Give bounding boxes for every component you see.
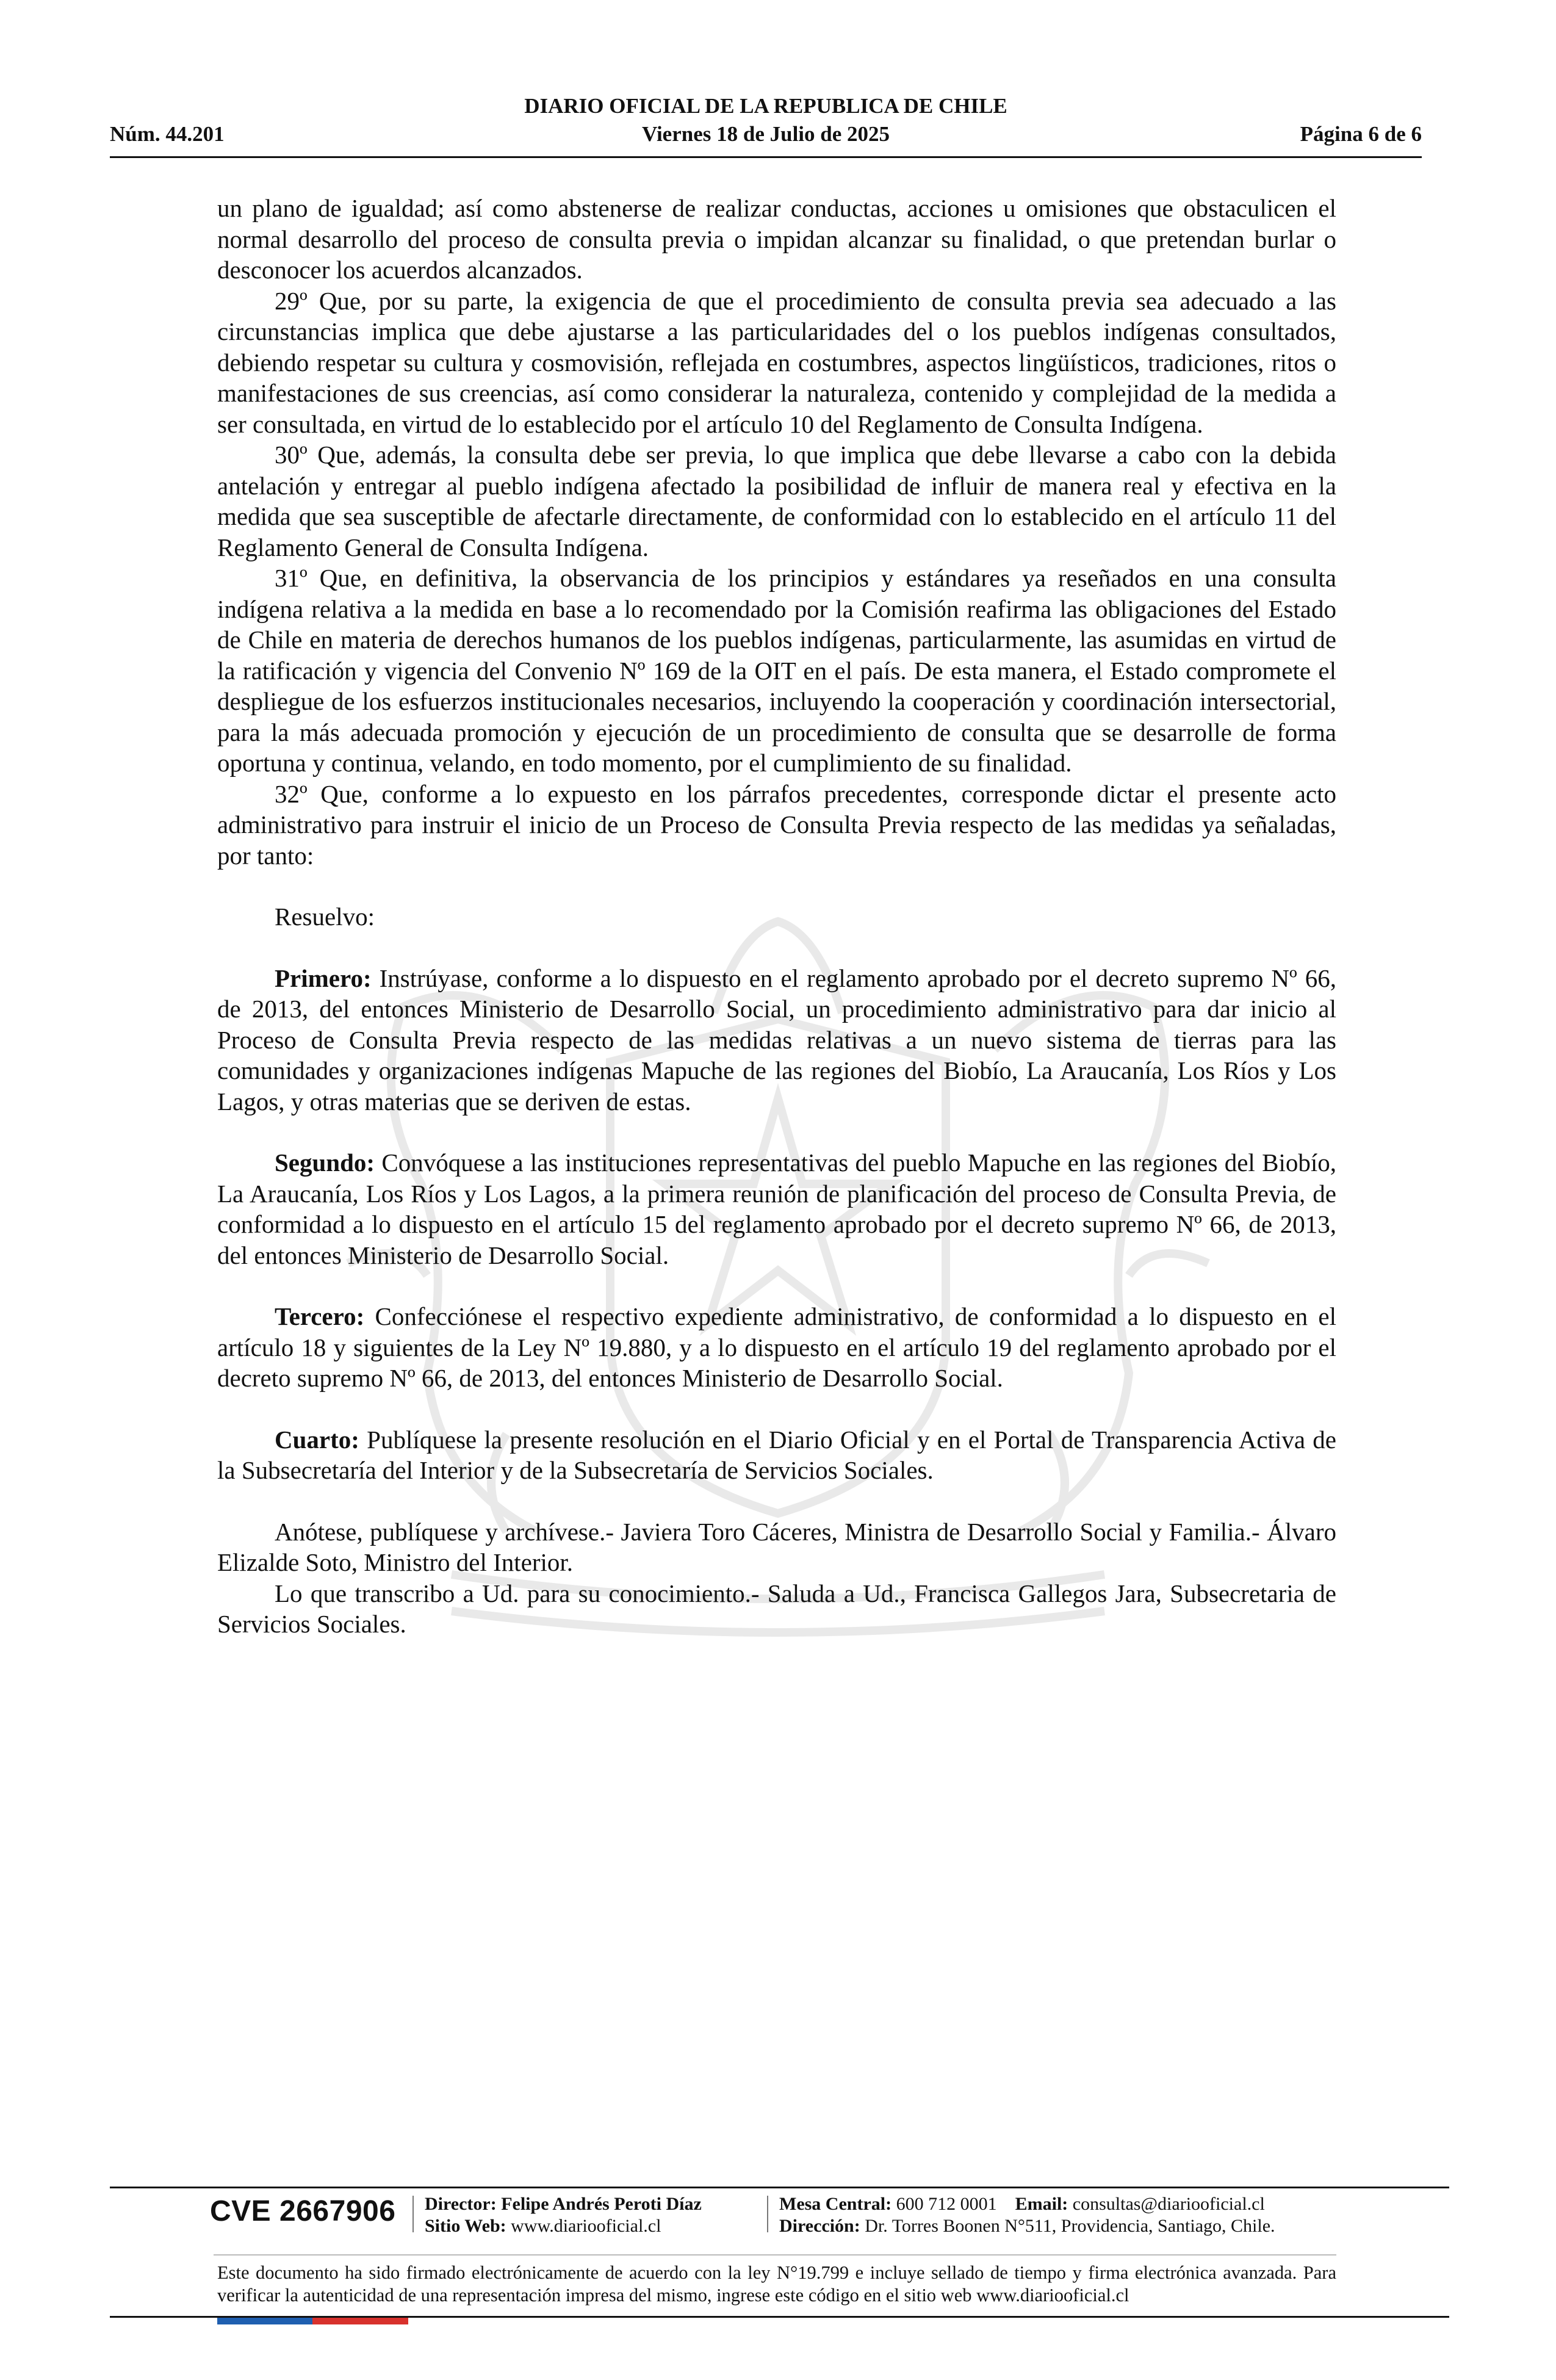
footer-separator: [412, 2196, 414, 2232]
direccion-text: Dr. Torres Boonen N°511, Providencia, Santiago, Chile.: [865, 2216, 1275, 2236]
page-header: [110, 93, 1422, 159]
resuelvo-heading: Resuelvo:: [275, 903, 375, 931]
header-divider: [110, 156, 1422, 158]
article-primero: [217, 963, 1336, 1117]
article-cuarto: [217, 1424, 1336, 1486]
article-tercero: [217, 1301, 1336, 1394]
footer-contact-block: [779, 2193, 1275, 2237]
paragraph-29: 29º Que, por su parte, la exigencia de que el procedimiento de consulta previa sea adecuado a las circunstancias implica que debe ajustarse a las particularidades del o los pueblos indígenas consultados, debiendo respetar su cultura y cosmovisión, reflejada en costumbres, aspectos lingüísticos, tradiciones, ritos o manifestaciones de sus creencias, así como considerar la naturaleza, contenido y complejidad de la medida a ser consultada, en virtud de lo establecido por el artículo 10 del Reglamento de Consulta Indígena.: [217, 286, 1336, 438]
article-cuarto-label: Cuarto:: [275, 1425, 359, 1454]
article-segundo: [217, 1147, 1336, 1271]
footer-separator: [767, 2196, 768, 2232]
direccion-label: Dirección:: [779, 2216, 860, 2236]
article-cuarto-text: Publíquese la presente resolución en el Diario Oficial y en el Portal de Transparencia Activa de la Subsecretaría del Interior y de la Subsecretaría de Servicios Sociales.: [217, 1425, 1336, 1484]
paragraph-32: 32º Que, conforme a lo expuesto en los párrafos precedentes, corresponde dictar el presente acto administrativo para instruir el inicio de un Proceso de Consulta Previa respecto de las medidas ya señaladas, por tanto:: [217, 779, 1336, 870]
article-segundo-label: Segundo:: [275, 1149, 375, 1177]
email-label: Email:: [1015, 2194, 1068, 2214]
footer-divider-top: [110, 2187, 1449, 2188]
transcription-paragraph: Lo que transcribo a Ud. para su conocimiento.- Saluda a Ud., Francisca Gallegos Jara, Subsecretaria de Servicios Sociales.: [217, 1579, 1336, 1638]
issue-number: Núm. 44.201: [110, 122, 225, 146]
footer-director-block: [425, 2193, 702, 2237]
director-name: Felipe Andrés Peroti Díaz: [501, 2194, 702, 2214]
article-tercero-text: Confecciónese el respectivo expediente administrativo, de conformidad a lo dispuesto en el artículo 18 y siguientes de la Ley Nº 19.880, y a lo dispuesto en el artículo 19 del reglamento aprobado por el decreto supremo Nº 66, de 2013, del entonces Ministerio de Desarrollo Social.: [217, 1302, 1336, 1392]
signature-paragraph: Anótese, publíquese y archívese.- Javiera Toro Cáceres, Ministra de Desarrollo Social y Familia.- Álvaro Elizalde Soto, Ministro del Interior.: [217, 1517, 1336, 1576]
signature-notice: Este documento ha sido firmado electrónicamente de acuerdo con la ley N°19.799 e incluye sellado de tiempo y firma electrónica avanzada. Para verificar la autenticidad de una representación impresa del mismo, ingrese este código en el sitio web www.diariooficial.cl: [217, 2262, 1336, 2306]
site-label: Sitio Web:: [425, 2216, 506, 2236]
flag-stripe-red: [312, 2318, 408, 2324]
footer-divider-mid: [214, 2254, 1336, 2256]
article-primero-label: Primero:: [275, 964, 372, 992]
page-number: Página 6 de 6: [1300, 122, 1422, 146]
article-primero-text: Instrúyase, conforme a lo dispuesto en el reglamento aprobado por el decreto supremo Nº 66, de 2013, del entonces Ministerio de Desarrollo Social, un procedimiento administrativo para dar inicio al Proceso de Consulta Previa respecto de las medidas relativas a un nuevo sistema de tierras para las comunidades y organizaciones indígenas Mapuche de las regiones del Biobío, La Araucanía, Los Ríos y Los Lagos, y otras materias que se deriven de estas.: [217, 964, 1336, 1116]
cve-code: CVE 2667906: [210, 2195, 396, 2227]
flag-stripe-blue: [217, 2318, 312, 2324]
newspaper-title: DIARIO OFICIAL DE LA REPUBLICA DE CHILE: [524, 94, 1007, 118]
issue-date: Viernes 18 de Julio de 2025: [641, 122, 890, 146]
paragraph-continuation: un plano de igualdad; así como abstenerse de realizar conductas, acciones u omisiones que obstaculicen el normal desarrollo del proceso de consulta previa o impidan alcanzar su finalidad, o que pretendan burlar o desconocer los acuerdos alcanzados.: [217, 194, 1336, 284]
paragraph-30: 30º Que, además, la consulta debe ser previa, lo que implica que debe llevarse a cabo con la debida antelación y entregar al pueblo indígena afectado la posibilidad de influir de manera real y efectiva en la medida que sea susceptible de afectarle directamente, de conformidad con lo establecido en el artículo 11 del Reglamento General de Consulta Indígena.: [217, 441, 1336, 561]
paragraph-31: 31º Que, en definitiva, la observancia de los principios y estándares ya reseñados en una consulta indígena relativa a la medida en base a lo recomendado por la Comisión reafirma las obligaciones del Estado de Chile en materia de derechos humanos de los pueblos indígenas, particularmente, las asumidas en virtud de la ratificación y vigencia del Convenio Nº 169 de la OIT en el país. De esta manera, el Estado compromete el despliegue de los esfuerzos institucionales necesarios, incluyendo la cooperación y coordinación intersectorial, para la más adecuada promoción y ejecución de un procedimiento de consulta que se desarrolle de forma oportuna y continua, velando, en todo momento, por el cumplimiento de su finalidad.: [217, 564, 1336, 777]
director-label: Director:: [425, 2194, 497, 2214]
email-link[interactable]: consultas@diariooficial.cl: [1072, 2194, 1265, 2214]
site-link[interactable]: www.diariooficial.cl: [511, 2216, 661, 2236]
mesa-phone: 600 712 0001: [896, 2194, 997, 2214]
mesa-label: Mesa Central:: [779, 2194, 892, 2214]
article-segundo-text: Convóquese a las instituciones representativas del pueblo Mapuche en las regiones del Biobío, La Araucanía, Los Ríos y Los Lagos, a la primera reunión de planificación del proceso de Consulta Previa, de conformidad a lo dispuesto en el artículo 15 del reglamento aprobado por el decreto supremo Nº 66, de 2013, del entonces Ministerio de Desarrollo Social.: [217, 1149, 1336, 1269]
document-body: [217, 193, 1336, 1640]
article-tercero-label: Tercero:: [275, 1302, 365, 1330]
